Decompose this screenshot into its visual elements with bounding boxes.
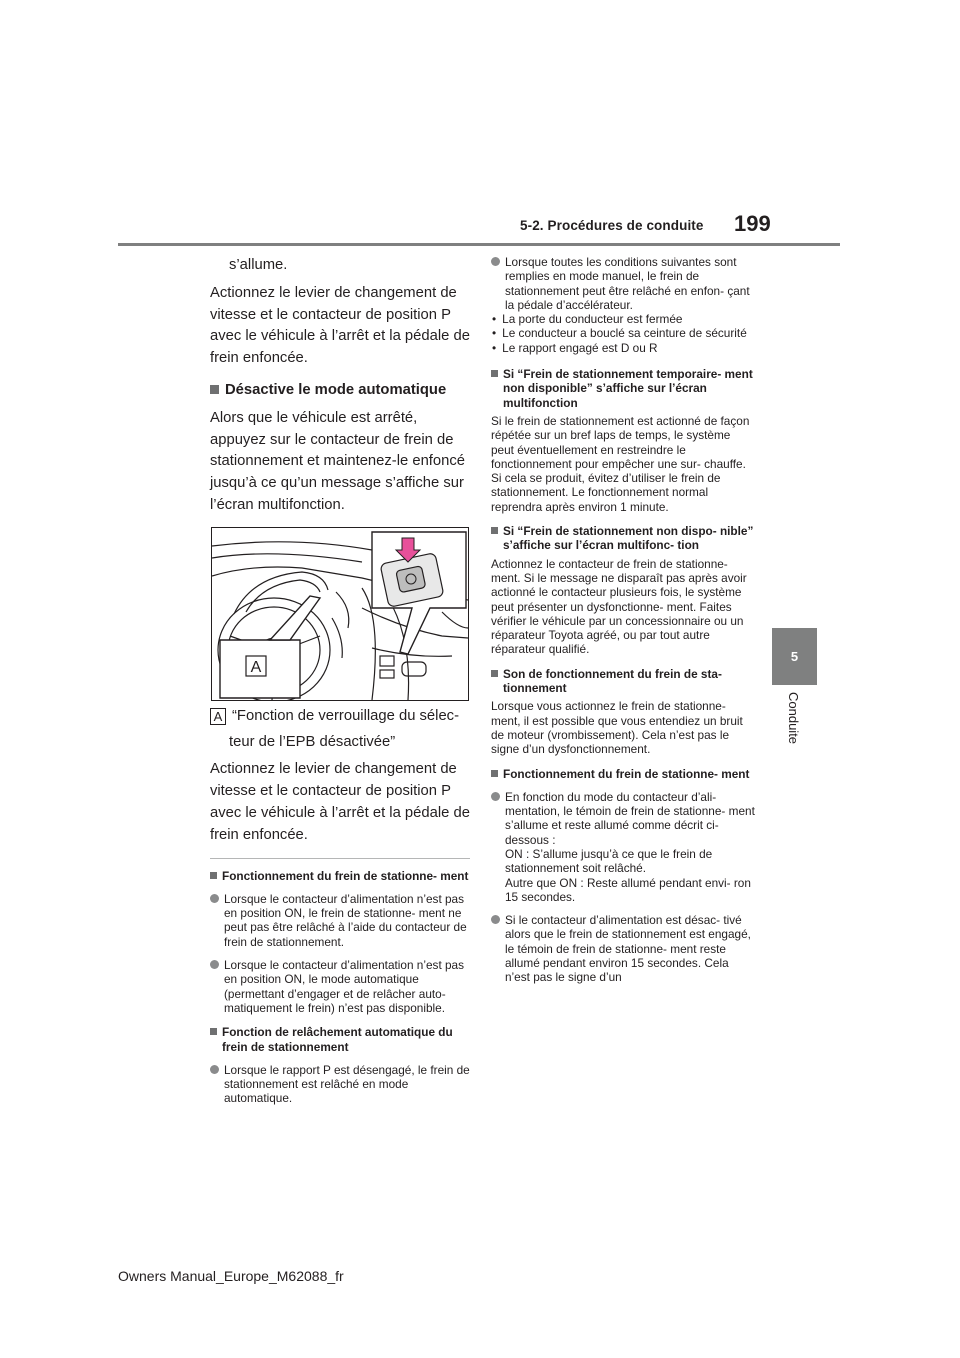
note-heading	[491, 767, 756, 781]
square-bullet-icon	[491, 527, 498, 534]
note-paragraph: Si le frein de stationnement est actionné de façon répétée sur un bref laps de temps, le système peut éventuellement en restreindre le fonctionnement pour empêcher une sur- chauffe. Si cela se produit, évitez d’utiliser le frein de stationnement. Le fonctionnement normal reprendra après environ 1 minute.	[491, 413, 750, 514]
circle-bullet-icon	[491, 915, 500, 924]
condition-text: La porte du conducteur est fermée	[502, 312, 683, 327]
bullet-glyph: •	[492, 326, 497, 341]
left-column	[210, 252, 470, 1106]
bullet-glyph: •	[492, 312, 497, 327]
dashboard-drawing	[212, 528, 468, 700]
square-bullet-icon	[491, 670, 498, 677]
note-item	[491, 913, 756, 984]
condition-item	[491, 312, 756, 326]
header-rule	[118, 243, 840, 246]
chapter-tab	[772, 628, 817, 685]
paragraph: Actionnez le levier de changement de vitesse et le contacteur de position P avec le véhicule à l’arrêt et la pédale de frein enfoncée.	[210, 284, 470, 367]
condition-item	[491, 326, 756, 340]
note-heading	[210, 869, 470, 883]
note-item	[210, 892, 470, 949]
square-bullet-icon	[210, 385, 219, 394]
header-section-title: 5-2. Procédures de conduite	[520, 218, 704, 233]
note-paragraph: Actionnez le contacteur de frein de stationne- ment. Si le message ne disparaît pas après avoir actionné le contacteur plusieurs fois, le système peut présenter un dysfonctionne- ment. Faites vérifier le véhicule par un concessionnaire ou un réparateur Toyota agréé, ou par tout autre réparateur qualifié.	[491, 556, 747, 657]
note-item-text: Lorsque le contacteur d’alimentation n’est pas en position ON, le frein de stationne- ment ne peut pas être relâché à l’aide du contacteur de frein de stationnement.	[224, 891, 467, 949]
note-item-line: Autre que ON : Reste allumé pendant envi- ron 15 secondes.	[505, 875, 751, 904]
note-heading-text: Son de fonctionnement du frein de sta- tionnement	[503, 666, 722, 696]
note-item	[491, 255, 756, 312]
caption-text: “Fonction de verrouillage du sélec-	[232, 707, 460, 724]
note-item	[210, 958, 470, 1015]
dashboard-illustration	[211, 527, 469, 701]
circle-bullet-icon	[491, 792, 500, 801]
condition-text: Le conducteur a bouclé sa ceinture de sécurité	[502, 326, 747, 341]
caption-continuation: teur de l’EPB désactivée”	[229, 733, 396, 750]
section-divider	[210, 858, 470, 859]
page-number: 199	[734, 211, 771, 236]
figure-caption	[210, 706, 470, 728]
paragraph: s’allume.	[229, 257, 288, 273]
paragraph: Alors que le véhicule est arrêté, appuyez sur le contacteur de frein de stationnement et maintenez-le enfoncé jusqu’à ce qu’un message s’affiche sur l’écran multifonction.	[210, 409, 465, 513]
note-heading	[491, 667, 756, 696]
note-item	[210, 1063, 470, 1106]
condition-text: Le rapport engagé est D ou R	[502, 340, 658, 355]
square-bullet-icon	[491, 370, 498, 377]
note-item-line: En fonction du mode du contacteur d’ali- mentation, le témoin de frein de stationne- ment s’allume et reste allumé comme décrit ci-dessous :	[505, 789, 755, 847]
square-bullet-icon	[210, 1028, 217, 1035]
note-heading	[491, 367, 756, 410]
note-item-line: ON : S’allume jusqu’à ce que le frein de stationnement soit relâché.	[505, 846, 713, 876]
condition-item	[491, 341, 756, 355]
note-item-text: Lorsque le contacteur d’alimentation n’est pas en position ON, le mode automatique (permettant d’engager et de relâcher auto- matiquement le frein) n’est pas disponible.	[224, 958, 465, 1015]
section-heading-text: Désactive le mode automatique	[225, 381, 447, 398]
note-item-text: Lorsque toutes les conditions suivantes sont remplies en mode manuel, le frein de stationnement peut être relâché en enfon- çant la pédale d’accélérateur.	[505, 255, 750, 312]
section-heading	[210, 380, 470, 402]
bullet-glyph: •	[492, 340, 497, 355]
note-item-text: Lorsque le rapport P est désengagé, le frein de stationnement est relâché en mode automatique.	[224, 1062, 470, 1106]
figure-label-a: A	[250, 658, 262, 676]
note-heading	[491, 524, 756, 553]
circle-bullet-icon	[210, 894, 219, 903]
note-item-text: Si le contacteur d’alimentation est désac- tivé alors que le frein de stationnement est engagé, le témoin de frein de stationne- ment reste allumé pendant environ 15 secondes. Cela n’est pas le signe d’un	[505, 913, 751, 985]
paragraph: Actionnez le levier de changement de vitesse et le contacteur de position P avec le véhicule à l’arrêt et la pédale de frein enfoncée.	[210, 761, 470, 843]
chapter-label: Conduite	[786, 692, 801, 745]
note-heading-text: Fonction de relâchement automatique du frein de stationnement	[222, 1025, 453, 1054]
note-item-text	[505, 790, 756, 904]
caption-label-a: A	[210, 708, 226, 725]
note-heading	[210, 1025, 470, 1054]
note-heading-text: Fonctionnement du frein de stationne- ment	[503, 766, 750, 781]
right-column	[491, 252, 756, 985]
footer-doc-id: Owners Manual_Europe_M62088_fr	[118, 1268, 344, 1284]
circle-bullet-icon	[210, 1065, 219, 1074]
note-heading-text: Si “Frein de stationnement non dispo- nible” s’affiche sur l’écran multifonc- tion	[503, 524, 754, 553]
square-bullet-icon	[491, 770, 498, 777]
note-item	[491, 790, 756, 904]
note-heading-text: Fonctionnement du frein de stationne- ment	[222, 868, 469, 883]
circle-bullet-icon	[491, 257, 500, 266]
square-bullet-icon	[210, 872, 217, 879]
chapter-number: 5	[790, 649, 799, 664]
note-paragraph: Lorsque vous actionnez le frein de stationne- ment, il est possible que vous entendiez un bruit de moteur (vrombissement). Cela n’est pas le signe d’un dysfonctionnement.	[491, 699, 743, 757]
circle-bullet-icon	[210, 960, 219, 969]
note-heading-text: Si “Frein de stationnement temporaire- ment non disponible” s’affiche sur l’écran multifonction	[503, 367, 753, 410]
